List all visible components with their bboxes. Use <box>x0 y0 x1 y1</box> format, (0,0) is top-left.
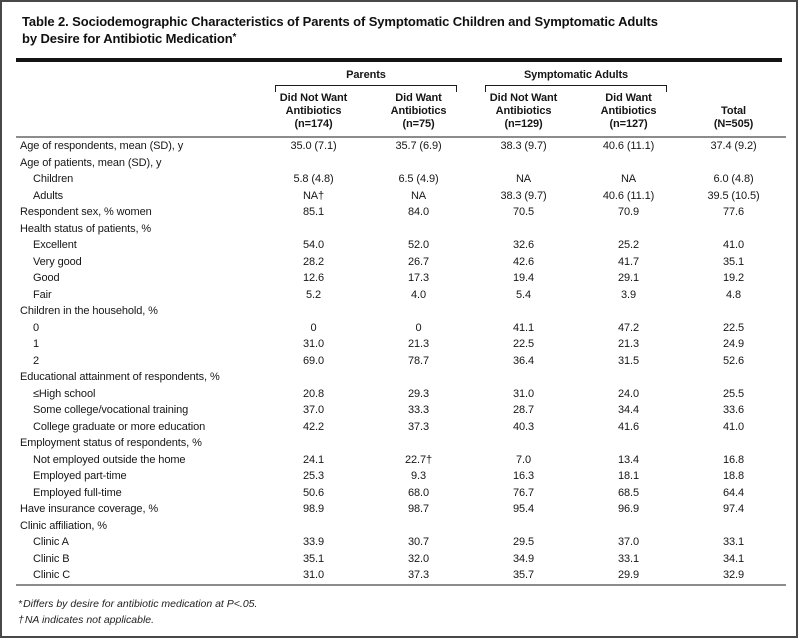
table-cell: 37.4 (9.2) <box>710 140 757 152</box>
table-row <box>16 188 786 205</box>
table-cell: 3.9 <box>621 288 636 301</box>
table-cell: 69.0 <box>302 354 324 367</box>
row-label: Employed full-time <box>33 486 122 499</box>
table-section-row <box>16 518 786 535</box>
row-label: Clinic B <box>33 552 70 565</box>
table-row <box>16 336 786 353</box>
table-cell <box>366 221 471 238</box>
footnote-na <box>18 612 780 628</box>
table-row <box>16 402 786 419</box>
column-header-line: Did Not Want <box>489 92 558 104</box>
table-cell: 34.1 <box>723 552 745 565</box>
table-cell: 28.7 <box>512 404 534 416</box>
table-cell: 33.9 <box>302 536 324 548</box>
table-cell: 41.7 <box>618 255 640 268</box>
table-cell: 68.0 <box>407 486 429 499</box>
table-body <box>16 137 786 585</box>
table-cell: 98.7 <box>407 503 429 515</box>
table-cell: NA <box>620 173 637 185</box>
table-cell: 20.8 <box>302 387 324 400</box>
table-cell <box>261 435 366 452</box>
table-cell <box>576 303 681 320</box>
table-cell: 31.5 <box>618 354 640 367</box>
table-cell: 0 <box>415 321 422 334</box>
footnote-na-text: NA indicates not applicable. <box>24 613 155 626</box>
table-section-row <box>16 221 786 238</box>
table-cell: 25.3 <box>302 470 324 482</box>
table-row <box>16 204 786 221</box>
table-cell: 52.0 <box>407 239 429 251</box>
group-header-row <box>16 62 786 92</box>
table-row <box>16 320 786 337</box>
table-cell: 28.2 <box>302 255 324 268</box>
column-header-line: Did Not Want <box>279 92 348 104</box>
table-row <box>16 386 786 403</box>
table-cell <box>576 518 681 535</box>
table-cell: 38.3 (9.7) <box>500 140 547 152</box>
table-cell: 41.1 <box>512 321 534 334</box>
row-label: Very good <box>33 255 82 268</box>
column-header-parents-did-want <box>366 92 471 137</box>
table-cell <box>366 518 471 535</box>
table-cell: 29.1 <box>618 272 640 284</box>
row-label: College graduate or more education <box>33 420 206 433</box>
row-label: Age of patients, mean (SD), y <box>20 156 162 169</box>
column-header-line: Antibiotics <box>495 105 552 117</box>
table-cell: 37.3 <box>407 420 429 433</box>
group-label-symptomatic-adults: Symptomatic Adults <box>523 69 629 81</box>
bracket-symptomatic-adults <box>485 85 667 92</box>
row-label: Not employed outside the home <box>33 453 186 466</box>
row-label: Excellent <box>33 239 77 251</box>
title-footnote-marker: * <box>232 32 237 43</box>
row-label: Have insurance coverage, % <box>20 503 159 515</box>
table-cell: 78.7 <box>407 354 429 367</box>
table-row <box>16 237 786 254</box>
row-label: ≤High school <box>33 387 96 400</box>
table-cell: 37.0 <box>302 404 324 416</box>
table-cell: 26.7 <box>407 255 429 268</box>
table-cell: 37.0 <box>618 536 640 548</box>
table-cell <box>576 369 681 386</box>
table-cell: 95.4 <box>512 503 534 515</box>
row-label: Employment status of respondents, % <box>20 437 202 449</box>
table-cell: 70.5 <box>512 206 534 218</box>
table-row <box>16 287 786 304</box>
table-row <box>16 353 786 370</box>
table-cell: 35.7 (6.9) <box>395 140 442 152</box>
table-cell <box>471 369 576 386</box>
column-header-line: (n=75) <box>402 118 435 130</box>
table-cell: 17.3 <box>407 272 429 284</box>
table-cell <box>261 518 366 535</box>
table-cell: 19.4 <box>512 272 534 284</box>
table-section-row <box>16 435 786 452</box>
row-label: Some college/vocational training <box>33 404 189 416</box>
group-label-parents: Parents <box>346 69 386 81</box>
table-cell <box>471 221 576 238</box>
table-cell: 33.3 <box>407 404 429 416</box>
table-cell: 36.4 <box>512 354 534 367</box>
table-cell: 9.3 <box>411 470 426 482</box>
table-cell: 35.1 <box>302 552 324 565</box>
table-cell: 40.6 (11.1) <box>602 140 655 152</box>
table-cell: 24.0 <box>618 387 640 400</box>
table-cell: 19.2 <box>723 272 745 284</box>
row-label: Health status of patients, % <box>20 222 152 235</box>
table-cell: 76.7 <box>512 486 534 499</box>
dagger-marker: † <box>18 613 24 626</box>
table-cell: 24.9 <box>723 338 745 350</box>
column-header-label-spacer <box>16 92 261 137</box>
table-cell: 96.9 <box>618 503 640 515</box>
row-label: Clinic C <box>16 567 261 585</box>
table-cell: 40.3 <box>512 420 534 433</box>
table-cell: 29.5 <box>512 536 534 548</box>
table-cell: 33.6 <box>723 404 745 416</box>
table-cell: 54.0 <box>302 239 324 251</box>
table-row <box>16 501 786 518</box>
table-cell <box>681 155 786 172</box>
table-cell <box>681 369 786 386</box>
column-header-total <box>681 92 786 137</box>
table-cell: 22.7† <box>404 453 433 466</box>
footnotes <box>18 596 780 628</box>
table-cell: 12.6 <box>302 272 324 284</box>
table-cell: 31.0 <box>512 387 534 400</box>
row-label: Clinic A <box>33 536 69 548</box>
table-cell: 4.8 <box>726 288 742 301</box>
bracket-parents <box>275 85 457 92</box>
table-cell <box>366 435 471 452</box>
table-cell: NA† <box>302 189 325 202</box>
column-header-parents-did-not-want <box>261 92 366 137</box>
table-cell <box>471 435 576 452</box>
table-title-line1: Table 2. Sociodemographic Characteristics of Parents of Symptomatic Children and Symptomatic Adults <box>22 14 658 29</box>
table-section-row <box>16 303 786 320</box>
table-cell: 32.6 <box>512 239 534 251</box>
group-header-parents <box>261 62 471 92</box>
table-row <box>16 137 786 155</box>
table-cell <box>261 155 366 172</box>
table-cell: 34.4 <box>618 404 640 416</box>
table-row <box>16 452 786 469</box>
column-header-line: Did Want <box>395 92 442 104</box>
group-header-total-spacer <box>681 62 786 92</box>
table-cell: 5.4 <box>516 288 531 301</box>
column-header-row <box>16 92 786 137</box>
table-cell <box>366 303 471 320</box>
group-header-spacer <box>16 62 261 92</box>
column-header-line: (n=127) <box>609 118 648 130</box>
row-label: Employed part-time <box>33 470 127 482</box>
table-row <box>16 468 786 485</box>
column-header-adults-did-want <box>576 92 681 137</box>
table-section-row <box>16 369 786 386</box>
column-header-line: Total <box>721 105 746 117</box>
table-cell: 38.3 (9.7) <box>500 189 547 202</box>
table-row <box>16 534 786 551</box>
table-title <box>22 14 776 47</box>
table-cell <box>576 155 681 172</box>
table-cell: NA <box>410 189 427 202</box>
column-header-line: Did Want <box>605 92 652 104</box>
table-cell: 37.3 <box>366 567 471 585</box>
table-cell: 5.2 <box>306 288 321 301</box>
row-label: 2 <box>33 354 40 367</box>
footnote-pvalue <box>18 596 780 612</box>
row-label: Educational attainment of respondents, % <box>20 371 220 383</box>
table-row <box>16 171 786 188</box>
table-cell: 18.8 <box>723 470 745 482</box>
table-cell <box>576 221 681 238</box>
table-cell <box>261 369 366 386</box>
row-label: Adults <box>33 189 63 202</box>
table-cell: 40.6 (11.1) <box>602 189 655 202</box>
table-cell: 32.0 <box>407 552 429 565</box>
table-row <box>16 419 786 436</box>
table-cell <box>471 518 576 535</box>
table-cell: 84.0 <box>407 206 429 218</box>
table-cell: 42.6 <box>512 255 534 268</box>
table-cell: 22.5 <box>512 338 534 350</box>
table-cell: 16.3 <box>512 470 534 482</box>
table-cell <box>576 435 681 452</box>
table-cell: 30.7 <box>407 536 429 548</box>
table-cell: 35.0 (7.1) <box>290 140 337 152</box>
table-cell <box>366 369 471 386</box>
table-cell: 41.0 <box>723 239 745 251</box>
table-row <box>16 551 786 568</box>
table-cell: 41.0 <box>723 420 745 433</box>
table-cell: 25.2 <box>618 239 640 251</box>
asterisk-marker: * <box>18 597 23 610</box>
table-cell: 42.2 <box>302 420 324 433</box>
column-header-line: (n=174) <box>294 118 333 130</box>
column-header-line: (n=129) <box>504 118 543 130</box>
table-cell: 98.9 <box>302 503 324 515</box>
table-row <box>16 485 786 502</box>
table-cell: 29.9 <box>576 567 681 585</box>
table-cell: 31.0 <box>302 338 324 350</box>
row-label: Clinic affiliation, % <box>20 519 107 532</box>
table-cell <box>261 303 366 320</box>
column-header-line: Antibiotics <box>600 105 657 117</box>
table-cell: 41.6 <box>618 420 640 433</box>
table-cell: NA <box>515 173 532 185</box>
column-header-adults-did-not-want <box>471 92 576 137</box>
table-cell: 32.9 <box>681 567 786 585</box>
table-row <box>16 254 786 271</box>
table-cell: 64.4 <box>723 486 745 499</box>
row-label: Respondent sex, % women <box>20 206 152 218</box>
table-cell <box>366 155 471 172</box>
group-header-symptomatic-adults <box>471 62 681 92</box>
table-cell: 34.9 <box>512 552 534 565</box>
table-cell <box>681 435 786 452</box>
table-title-line2: by Desire for Antibiotic Medication* <box>22 31 237 46</box>
table-cell: 33.1 <box>618 552 640 565</box>
table-cell: 35.1 <box>723 255 745 268</box>
table-cell <box>471 303 576 320</box>
row-label: 1 <box>33 338 40 350</box>
table-cell <box>681 303 786 320</box>
table-cell: 35.7 <box>471 567 576 585</box>
table-cell: 7.0 <box>516 453 531 466</box>
table-cell <box>681 518 786 535</box>
table-cell: 5.8 (4.8) <box>293 173 334 185</box>
table-cell: 33.1 <box>723 536 745 548</box>
table-cell: 52.6 <box>723 354 745 367</box>
table-cell: 0 <box>310 321 317 334</box>
row-label: 0 <box>33 321 40 334</box>
table-cell: 22.5 <box>723 321 745 334</box>
column-header-line: Antibiotics <box>285 105 342 117</box>
table-cell: 13.4 <box>618 453 640 466</box>
table-cell: 97.4 <box>723 503 745 515</box>
table-cell: 85.1 <box>302 206 324 218</box>
table-cell: 29.3 <box>407 387 429 400</box>
table-row <box>16 567 786 585</box>
table-cell: 24.1 <box>302 453 324 466</box>
table-cell: 18.1 <box>618 470 640 482</box>
table-cell: 31.0 <box>261 567 366 585</box>
table-cell: 6.5 (4.9) <box>398 173 439 185</box>
footnote-pvalue-text: Differs by desire for antibiotic medication at P<.05. <box>23 597 258 610</box>
table-cell: 21.3 <box>407 338 429 350</box>
table-cell: 70.9 <box>618 206 640 218</box>
table-row <box>16 270 786 287</box>
column-header-line: (N=505) <box>713 118 754 130</box>
row-label: Age of respondents, mean (SD), y <box>20 140 184 152</box>
column-header-line: Antibiotics <box>390 105 447 117</box>
row-label: Children in the household, % <box>20 305 158 317</box>
sociodemographic-table <box>16 62 786 586</box>
table-cell <box>261 221 366 238</box>
table-cell: 4.0 <box>411 288 426 301</box>
table-cell: 47.2 <box>618 321 640 334</box>
table-cell: 39.5 (10.5) <box>707 189 760 202</box>
row-label: Fair <box>33 288 52 301</box>
table-cell: 77.6 <box>723 206 745 218</box>
table-cell: 21.3 <box>618 338 640 350</box>
table-cell: 68.5 <box>618 486 640 499</box>
table-cell <box>681 221 786 238</box>
table-section-row <box>16 155 786 172</box>
table-cell: 6.0 (4.8) <box>713 173 754 185</box>
table-cell: 16.8 <box>723 453 745 466</box>
row-label: Good <box>33 272 60 284</box>
table-cell: 25.5 <box>723 387 745 400</box>
row-label: Children <box>33 173 74 185</box>
table-cell: 50.6 <box>302 486 324 499</box>
table-cell <box>471 155 576 172</box>
